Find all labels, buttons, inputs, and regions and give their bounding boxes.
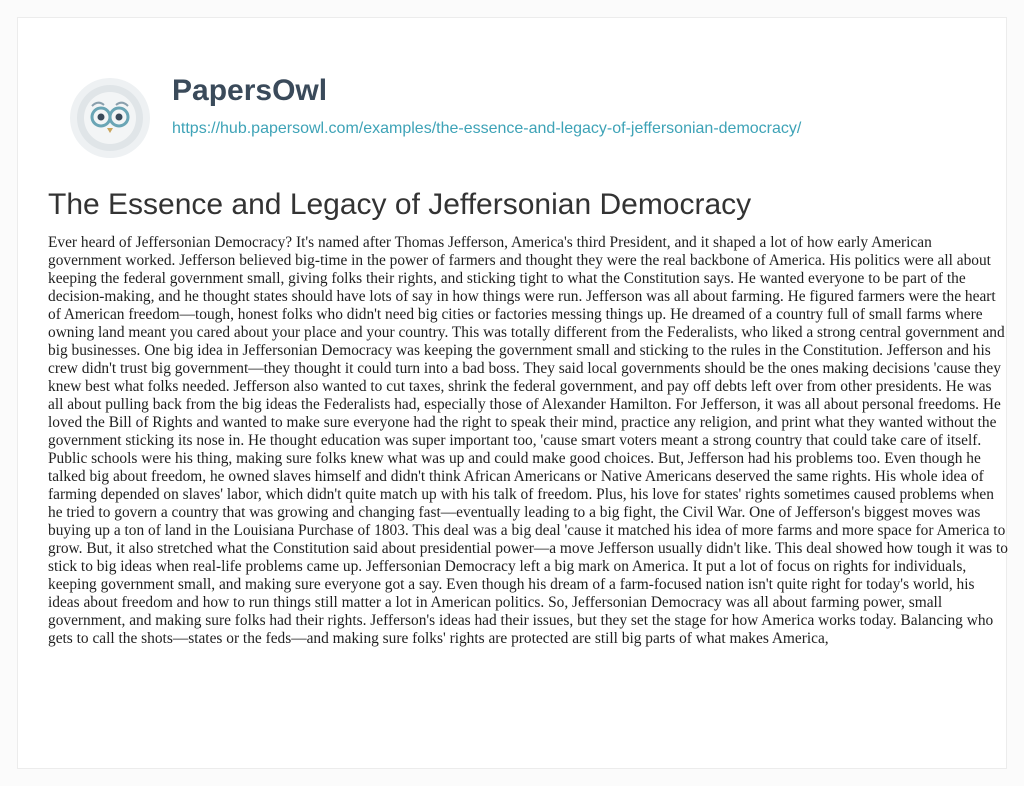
document-title: The Essence and Legacy of Jeffersonian Democracy [48, 188, 752, 221]
brand-name: PapersOwl [172, 74, 328, 107]
document-body: Ever heard of Jeffersonian Democracy? It's named after Thomas Jefferson, America's third President, and it shaped a lot of how early American government worked. Jefferson believed big-time in the power of farmers and thought they were the real backbone of America. His politics were all about keeping the federal government small, giving folks their rights, and sticking tight to what the Constitution says. He wanted everyone to be part of the decision-making, and he thought states should have lots of say in how things were run. Jefferson was all about farming. He figured farmers were the heart of American freedom—tough, honest folks who didn't need big cities or factories messing things up. He dreamed of a country full of small farms where owning land meant you cared about your place and your country. This was totally different from the Federalists, who liked a strong central government and big businesses. One big idea in Jeffersonian Democracy was keeping the government small and sticking to the rules in the Constitution. Jefferson and his crew didn't trust big government—they thought it could turn into a bad boss. They said local governments should be the ones making decisions 'cause they knew best what folks needed. Jefferson also wanted to cut taxes, shrink the federal government, and pay off debts left over from other presidents. He was all about pulling back from the big ideas the Federalists had, especially those of Alexander Hamilton. For Jefferson, it was all about personal freedoms. He loved the Bill of Rights and wanted to make sure everyone had the right to speak their mind, practice any religion, and print what they wanted without the government sticking its nose in. He thought education was super important too, 'cause smart voters meant a strong country that could take care of itself. Public schools were his thing, making sure folks knew what was up and could make good choices. But, Jefferson had his problems too. Even though he talked big about freedom, he owned slaves himself and didn't think African Americans or Native Americans deserved the same rights. His whole idea of farming depended on slaves' labor, which didn't quite match up with his talk of freedom. Plus, his love for states' rights sometimes caused problems when he tried to govern a country that was growing and changing fast—eventually leading to a big fight, the Civil War. One of Jefferson's biggest moves was buying up a ton of land in the Louisiana Purchase of 1803. This deal was a big deal 'cause it matched his idea of more farms and more space for America to grow. But, it also stretched what the Constitution said about presidential power—a move Jefferson usually didn't like. This deal showed how tough it was to stick to big ideas when real-life problems came up. Jeffersonian Democracy left a big mark on America. It put a lot of focus on rights for individuals, keeping government small, and making sure everyone got a say. Even though his dream of a farm-focused nation isn't quite right for today's world, his ideas about freedom and how to run things still matter a lot in American politics. So, Jeffersonian Democracy was all about farming power, small government, and making sure folks had their rights. Jefferson's ideas had their issues, but they set the stage for how America works today. Balancing who gets to call the shots—states or the feds—and making sure folks' rights are protected are still big parts of what makes America, [48, 234, 1008, 647]
document-page [18, 18, 1006, 768]
site-header [68, 60, 968, 170]
source-url-link[interactable]: https://hub.papersowl.com/examples/the-essence-and-legacy-of-jeffersonian-democracy/ [172, 120, 802, 137]
owl-icon [68, 76, 152, 160]
